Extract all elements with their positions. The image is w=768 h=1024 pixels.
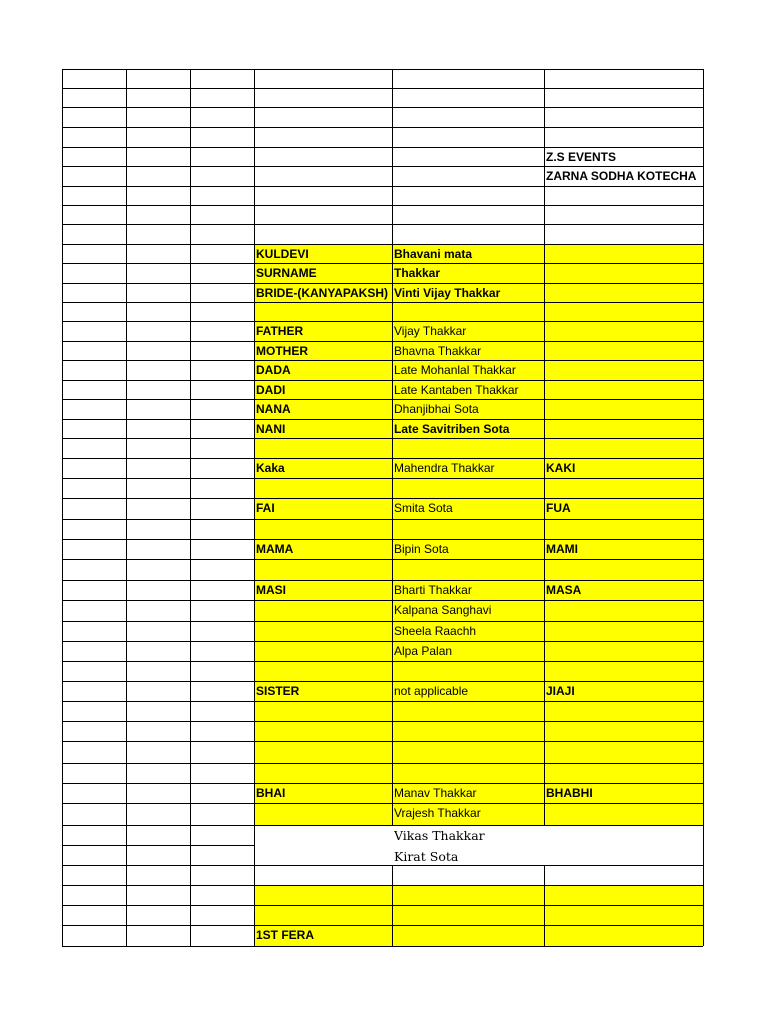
grid-line [62, 721, 703, 722]
grid-line [126, 69, 127, 946]
grid-line [62, 539, 703, 540]
cell-text: Vrajesh Thakkar [394, 806, 481, 820]
grid-line [392, 69, 393, 825]
grid-line [254, 69, 255, 946]
grid-line [62, 321, 703, 322]
grid-line [62, 263, 703, 264]
cell-text: FUA [546, 501, 571, 515]
grid-line [62, 783, 703, 784]
cell-text: BHAI [256, 786, 286, 800]
cell-text: Bipin Sota [394, 542, 449, 556]
spreadsheet-grid [62, 69, 703, 946]
cell-text: NANA [256, 402, 291, 416]
cell-text: SURNAME [256, 266, 317, 280]
grid-line [62, 419, 703, 420]
grid-line [62, 360, 703, 361]
merged-name: Kirat Sota [394, 849, 459, 864]
cell-text: NANI [256, 422, 286, 436]
cell-text: 1ST FERA [256, 928, 315, 942]
grid-line [62, 283, 703, 284]
grid-line [62, 600, 703, 601]
grid-line [62, 107, 703, 108]
grid-line [62, 458, 703, 459]
grid-line [62, 681, 703, 682]
grid-line [62, 905, 703, 906]
grid-line [62, 661, 703, 662]
cell-text: BRIDE-(KANYAPAKSH) [256, 286, 389, 300]
grid-line [62, 621, 703, 622]
cell-text: Dhanjibhai Sota [394, 402, 479, 416]
grid-line [62, 244, 703, 245]
cell-text: not applicable [394, 684, 469, 698]
cell-text: MOTHER [256, 344, 308, 358]
cell-text: SISTER [256, 684, 300, 698]
grid-line [62, 803, 703, 804]
grid-line [62, 69, 63, 946]
cell-text: MASA [546, 583, 582, 597]
cell-text: Bharti Thakkar [394, 583, 472, 597]
grid-line [62, 88, 703, 89]
grid-line [62, 845, 254, 846]
cell-text: MAMA [256, 542, 294, 556]
cell-text: MASI [256, 583, 286, 597]
cell-text: Late Savitriben Sota [394, 422, 510, 436]
cell-text: Late Kantaben Thakkar [394, 383, 519, 397]
grid-line [62, 885, 703, 886]
cell-text: Bhavani mata [394, 247, 473, 261]
cell-text: DADI [256, 383, 286, 397]
cell-text: JIAJI [546, 684, 575, 698]
grid-line [62, 478, 703, 479]
grid-line [62, 498, 703, 499]
grid-line [62, 580, 703, 581]
grid-line [62, 519, 703, 520]
cell-text: Manav Thakkar [394, 786, 477, 800]
grid-line [62, 701, 703, 702]
cell-text: KULDEVI [256, 247, 309, 261]
cell-text: KAKI [546, 461, 576, 475]
grid-line [190, 69, 191, 946]
grid-line [62, 438, 703, 439]
grid-line [62, 147, 703, 148]
cell-text: Thakkar [394, 266, 441, 280]
cell-text: FATHER [256, 324, 304, 338]
grid-line [62, 741, 703, 742]
grid-line [62, 763, 703, 764]
grid-line [62, 166, 703, 167]
cell-text: ZARNA SODHA KOTECHA [546, 169, 697, 183]
grid-line [62, 186, 703, 187]
grid-line [62, 559, 703, 560]
cell-text: BHABHI [546, 786, 593, 800]
grid-line [544, 865, 545, 946]
cell-text: Mahendra Thakkar [394, 461, 495, 475]
cell-text: Vijay Thakkar [394, 324, 467, 338]
cell-text: Kalpana Sanghavi [394, 603, 492, 617]
cell-text: MAMI [546, 542, 578, 556]
grid-line [62, 127, 703, 128]
cell-text: Alpa Palan [394, 644, 453, 658]
merged-name: Vikas Thakkar [394, 828, 485, 843]
cell-text: Late Mohanlal Thakkar [394, 363, 516, 377]
cell-text: Bhavna Thakkar [394, 344, 482, 358]
grid-line [62, 641, 703, 642]
cell-text: FAI [256, 501, 275, 515]
grid-line [392, 865, 393, 946]
grid-line [62, 302, 703, 303]
grid-line [544, 69, 545, 825]
grid-line [62, 825, 703, 826]
cell-text: DADA [256, 363, 291, 377]
cell-text: Sheela Raachh [394, 624, 477, 638]
cell-text: Vinti Vijay Thakkar [394, 286, 501, 300]
grid-line [62, 399, 703, 400]
cell-text: Smita Sota [394, 501, 453, 515]
grid-line [62, 69, 703, 70]
grid-line [62, 865, 703, 866]
grid-line [703, 69, 704, 946]
grid-line [62, 341, 703, 342]
grid-line [62, 224, 703, 225]
grid-line [62, 946, 703, 947]
grid-line [62, 380, 703, 381]
cell-text: Kaka [256, 461, 285, 475]
grid-line [62, 205, 703, 206]
cell-text: Z.S EVENTS [546, 150, 617, 164]
grid-line [62, 925, 703, 926]
